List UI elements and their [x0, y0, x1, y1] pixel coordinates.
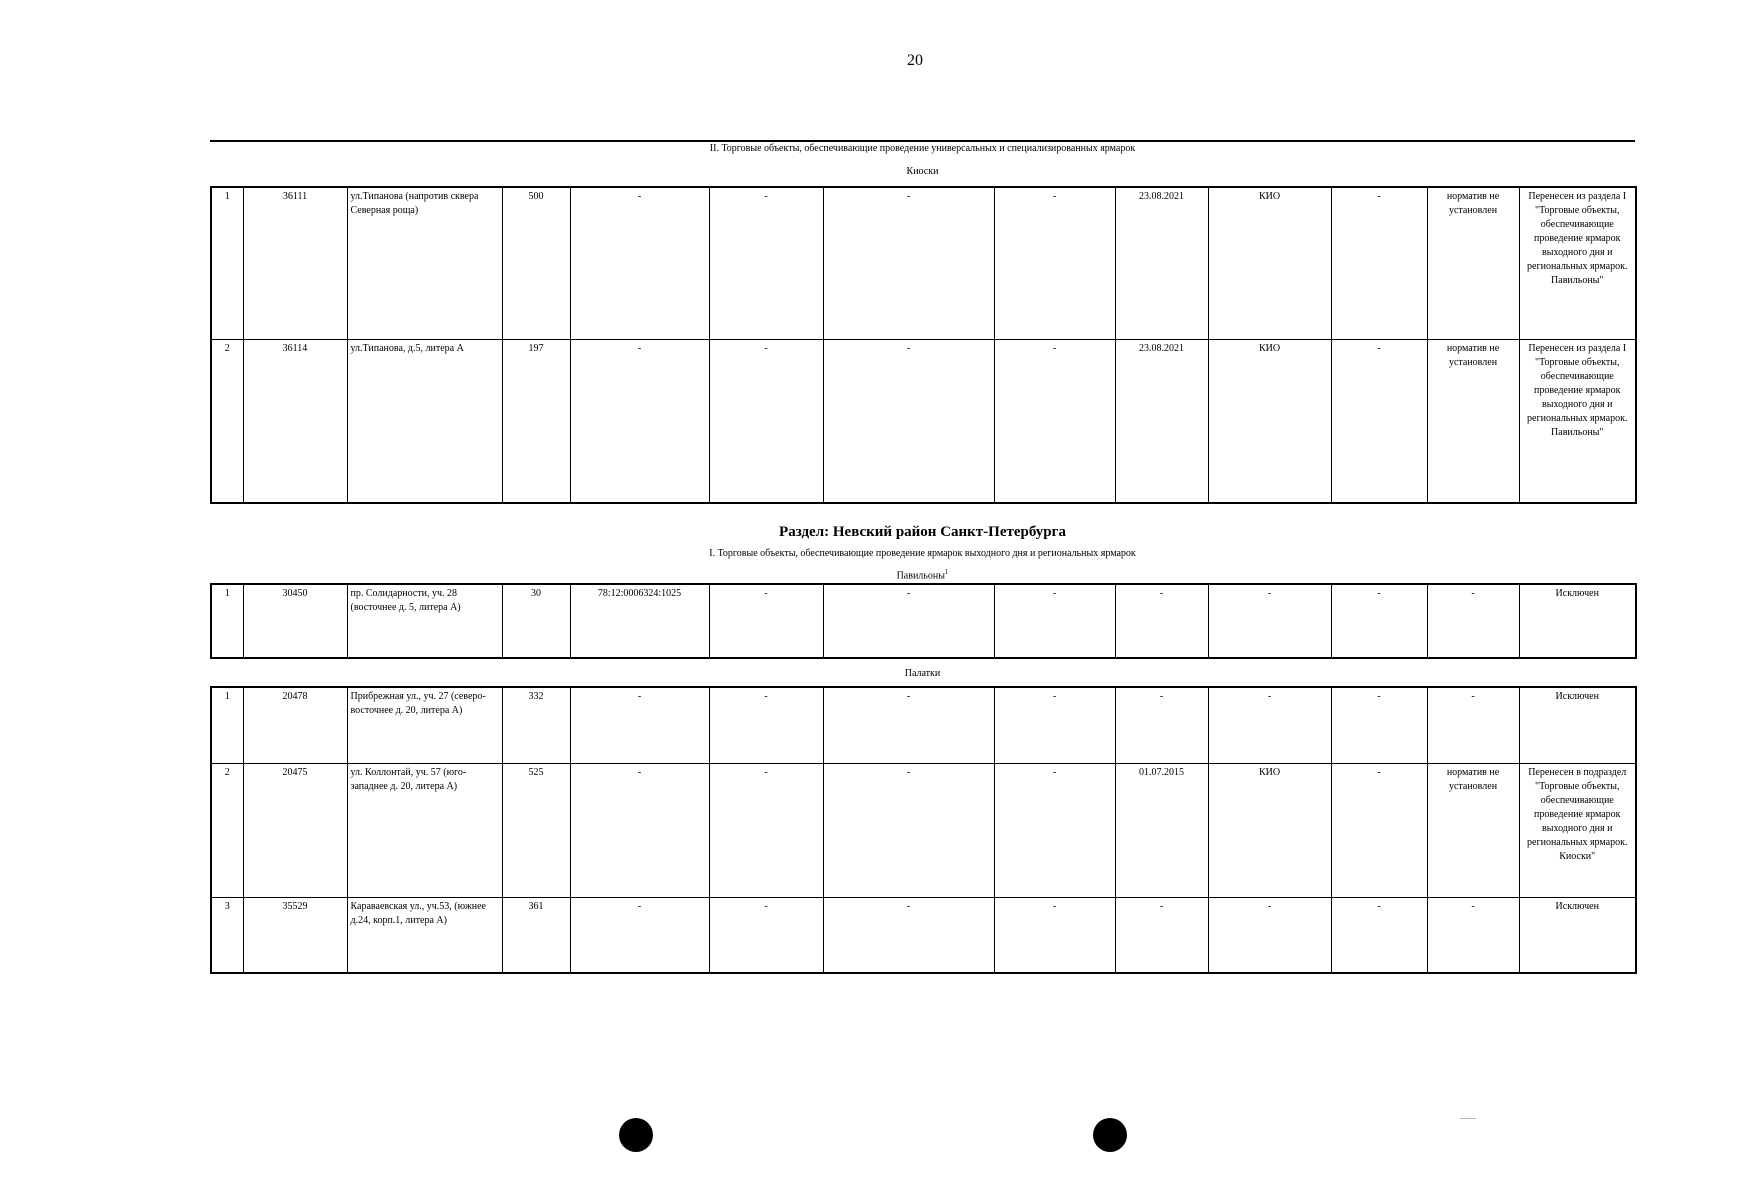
kiosks-table — [210, 186, 1637, 504]
cell-c6: - — [709, 187, 823, 339]
section-ii-heading: II. Торговые объекты, обеспечивающие проведение универсальных и специализированных ярмарок — [709, 143, 1136, 154]
cell-c8: - — [994, 687, 1115, 763]
cell-norm: - — [1427, 687, 1519, 763]
cell-cadastral: - — [570, 687, 709, 763]
nevsky-heading: I. Торговые объекты, обеспечивающие проведение ярмарок выходного дня и региональных ярмарок — [709, 548, 1136, 559]
table-row — [211, 187, 1636, 339]
nevsky-section-title: Раздел: Невский район Санкт-Петербурга — [779, 524, 1066, 540]
cell-c11: - — [1331, 687, 1427, 763]
cell-id: 36114 — [243, 339, 347, 503]
cell-norm: норматив не установлен — [1427, 763, 1519, 897]
cell-date: - — [1115, 897, 1208, 973]
cell-c8: - — [994, 187, 1115, 339]
table-row — [211, 763, 1636, 897]
cell-c8: - — [994, 584, 1115, 658]
cell-c11: - — [1331, 897, 1427, 973]
cell-note: Исключен — [1519, 687, 1636, 763]
cell-org: - — [1208, 897, 1331, 973]
cell-area: 30 — [502, 584, 570, 658]
cell-area: 525 — [502, 763, 570, 897]
cell-c6: - — [709, 339, 823, 503]
cell-date: - — [1115, 687, 1208, 763]
cell-date: 23.08.2021 — [1115, 339, 1208, 503]
table-row — [211, 584, 1636, 658]
cell-c8: - — [994, 339, 1115, 503]
top-rule — [210, 140, 1635, 142]
scan-mark — [1460, 1118, 1476, 1119]
cell-c6: - — [709, 687, 823, 763]
cell-n: 2 — [211, 763, 243, 897]
pavilions-table — [210, 583, 1637, 659]
cell-norm: норматив не установлен — [1427, 187, 1519, 339]
cell-note: Исключен — [1519, 584, 1636, 658]
pavilions-subheading — [210, 568, 1635, 581]
cell-note: Перенесен из раздела I "Торговые объекты, обеспечивающие проведение ярмарок выходного дня и региональных ярмарок. Павильоны" — [1519, 187, 1636, 339]
cell-address: Прибрежная ул., уч. 27 (северо-восточнее д. 20, литера А) — [347, 687, 502, 763]
cell-c11: - — [1331, 763, 1427, 897]
cell-n: 1 — [211, 187, 243, 339]
pavilions-label: Павильоны — [896, 570, 945, 582]
cell-date: 01.07.2015 — [1115, 763, 1208, 897]
cell-address: ул. Коллонтай, уч. 57 (юго-западнее д. 20, литера А) — [347, 763, 502, 897]
cell-area: 332 — [502, 687, 570, 763]
cell-address: Караваевская ул., уч.53, (южнее д.24, корп.1, литера А) — [347, 897, 502, 973]
table-row — [211, 339, 1636, 503]
cell-c11: - — [1331, 339, 1427, 503]
cell-area: 500 — [502, 187, 570, 339]
cell-address: ул.Типанова (напротив сквера Северная роща) — [347, 187, 502, 339]
pavilions-footnote-mark: 1 — [944, 568, 949, 576]
cell-note: Перенесен в подраздел "Торговые объекты, обеспечивающие проведение ярмарок выходного дня и региональных ярмарок. Киоски" — [1519, 763, 1636, 897]
table-row — [211, 687, 1636, 763]
cell-c11: - — [1331, 187, 1427, 339]
cell-cadastral: - — [570, 897, 709, 973]
cell-c7: - — [823, 687, 994, 763]
cell-c6: - — [709, 897, 823, 973]
cell-c7: - — [823, 897, 994, 973]
tents-table — [210, 686, 1637, 974]
cell-c7: - — [823, 584, 994, 658]
cell-c8: - — [994, 763, 1115, 897]
cell-date: - — [1115, 584, 1208, 658]
cell-date: 23.08.2021 — [1115, 187, 1208, 339]
cell-address: ул.Типанова, д.5, литера А — [347, 339, 502, 503]
cell-id: 36111 — [243, 187, 347, 339]
cell-c6: - — [709, 584, 823, 658]
cell-id: 20478 — [243, 687, 347, 763]
cell-n: 1 — [211, 584, 243, 658]
cell-org: КИО — [1208, 187, 1331, 339]
cell-org: - — [1208, 584, 1331, 658]
cell-org: - — [1208, 687, 1331, 763]
cell-cadastral: - — [570, 339, 709, 503]
cell-note: Исключен — [1519, 897, 1636, 973]
cell-c8: - — [994, 897, 1115, 973]
cell-norm: - — [1427, 897, 1519, 973]
cell-cadastral: - — [570, 187, 709, 339]
table-row — [211, 897, 1636, 973]
tents-subheading: Палатки — [904, 668, 941, 679]
cell-id: 20475 — [243, 763, 347, 897]
cell-note: Перенесен из раздела I "Торговые объекты, обеспечивающие проведение ярмарок выходного дня и региональных ярмарок. Павильоны" — [1519, 339, 1636, 503]
cell-n: 1 — [211, 687, 243, 763]
cell-norm: - — [1427, 584, 1519, 658]
cell-cadastral: 78:12:0006324:1025 — [570, 584, 709, 658]
cell-norm: норматив не установлен — [1427, 339, 1519, 503]
cell-cadastral: - — [570, 763, 709, 897]
cell-org: КИО — [1208, 763, 1331, 897]
cell-n: 2 — [211, 339, 243, 503]
page-number: 20 — [907, 52, 923, 69]
cell-c7: - — [823, 763, 994, 897]
cell-c7: - — [823, 339, 994, 503]
cell-address: пр. Солидарности, уч. 28 (восточнее д. 5, литера А) — [347, 584, 502, 658]
kiosks-subheading: Киоски — [906, 166, 939, 177]
cell-c11: - — [1331, 584, 1427, 658]
punch-hole-left — [619, 1118, 653, 1152]
punch-hole-right — [1093, 1118, 1127, 1152]
cell-id: 35529 — [243, 897, 347, 973]
cell-area: 361 — [502, 897, 570, 973]
cell-c6: - — [709, 763, 823, 897]
cell-org: КИО — [1208, 339, 1331, 503]
cell-id: 30450 — [243, 584, 347, 658]
cell-n: 3 — [211, 897, 243, 973]
cell-c7: - — [823, 187, 994, 339]
cell-area: 197 — [502, 339, 570, 503]
